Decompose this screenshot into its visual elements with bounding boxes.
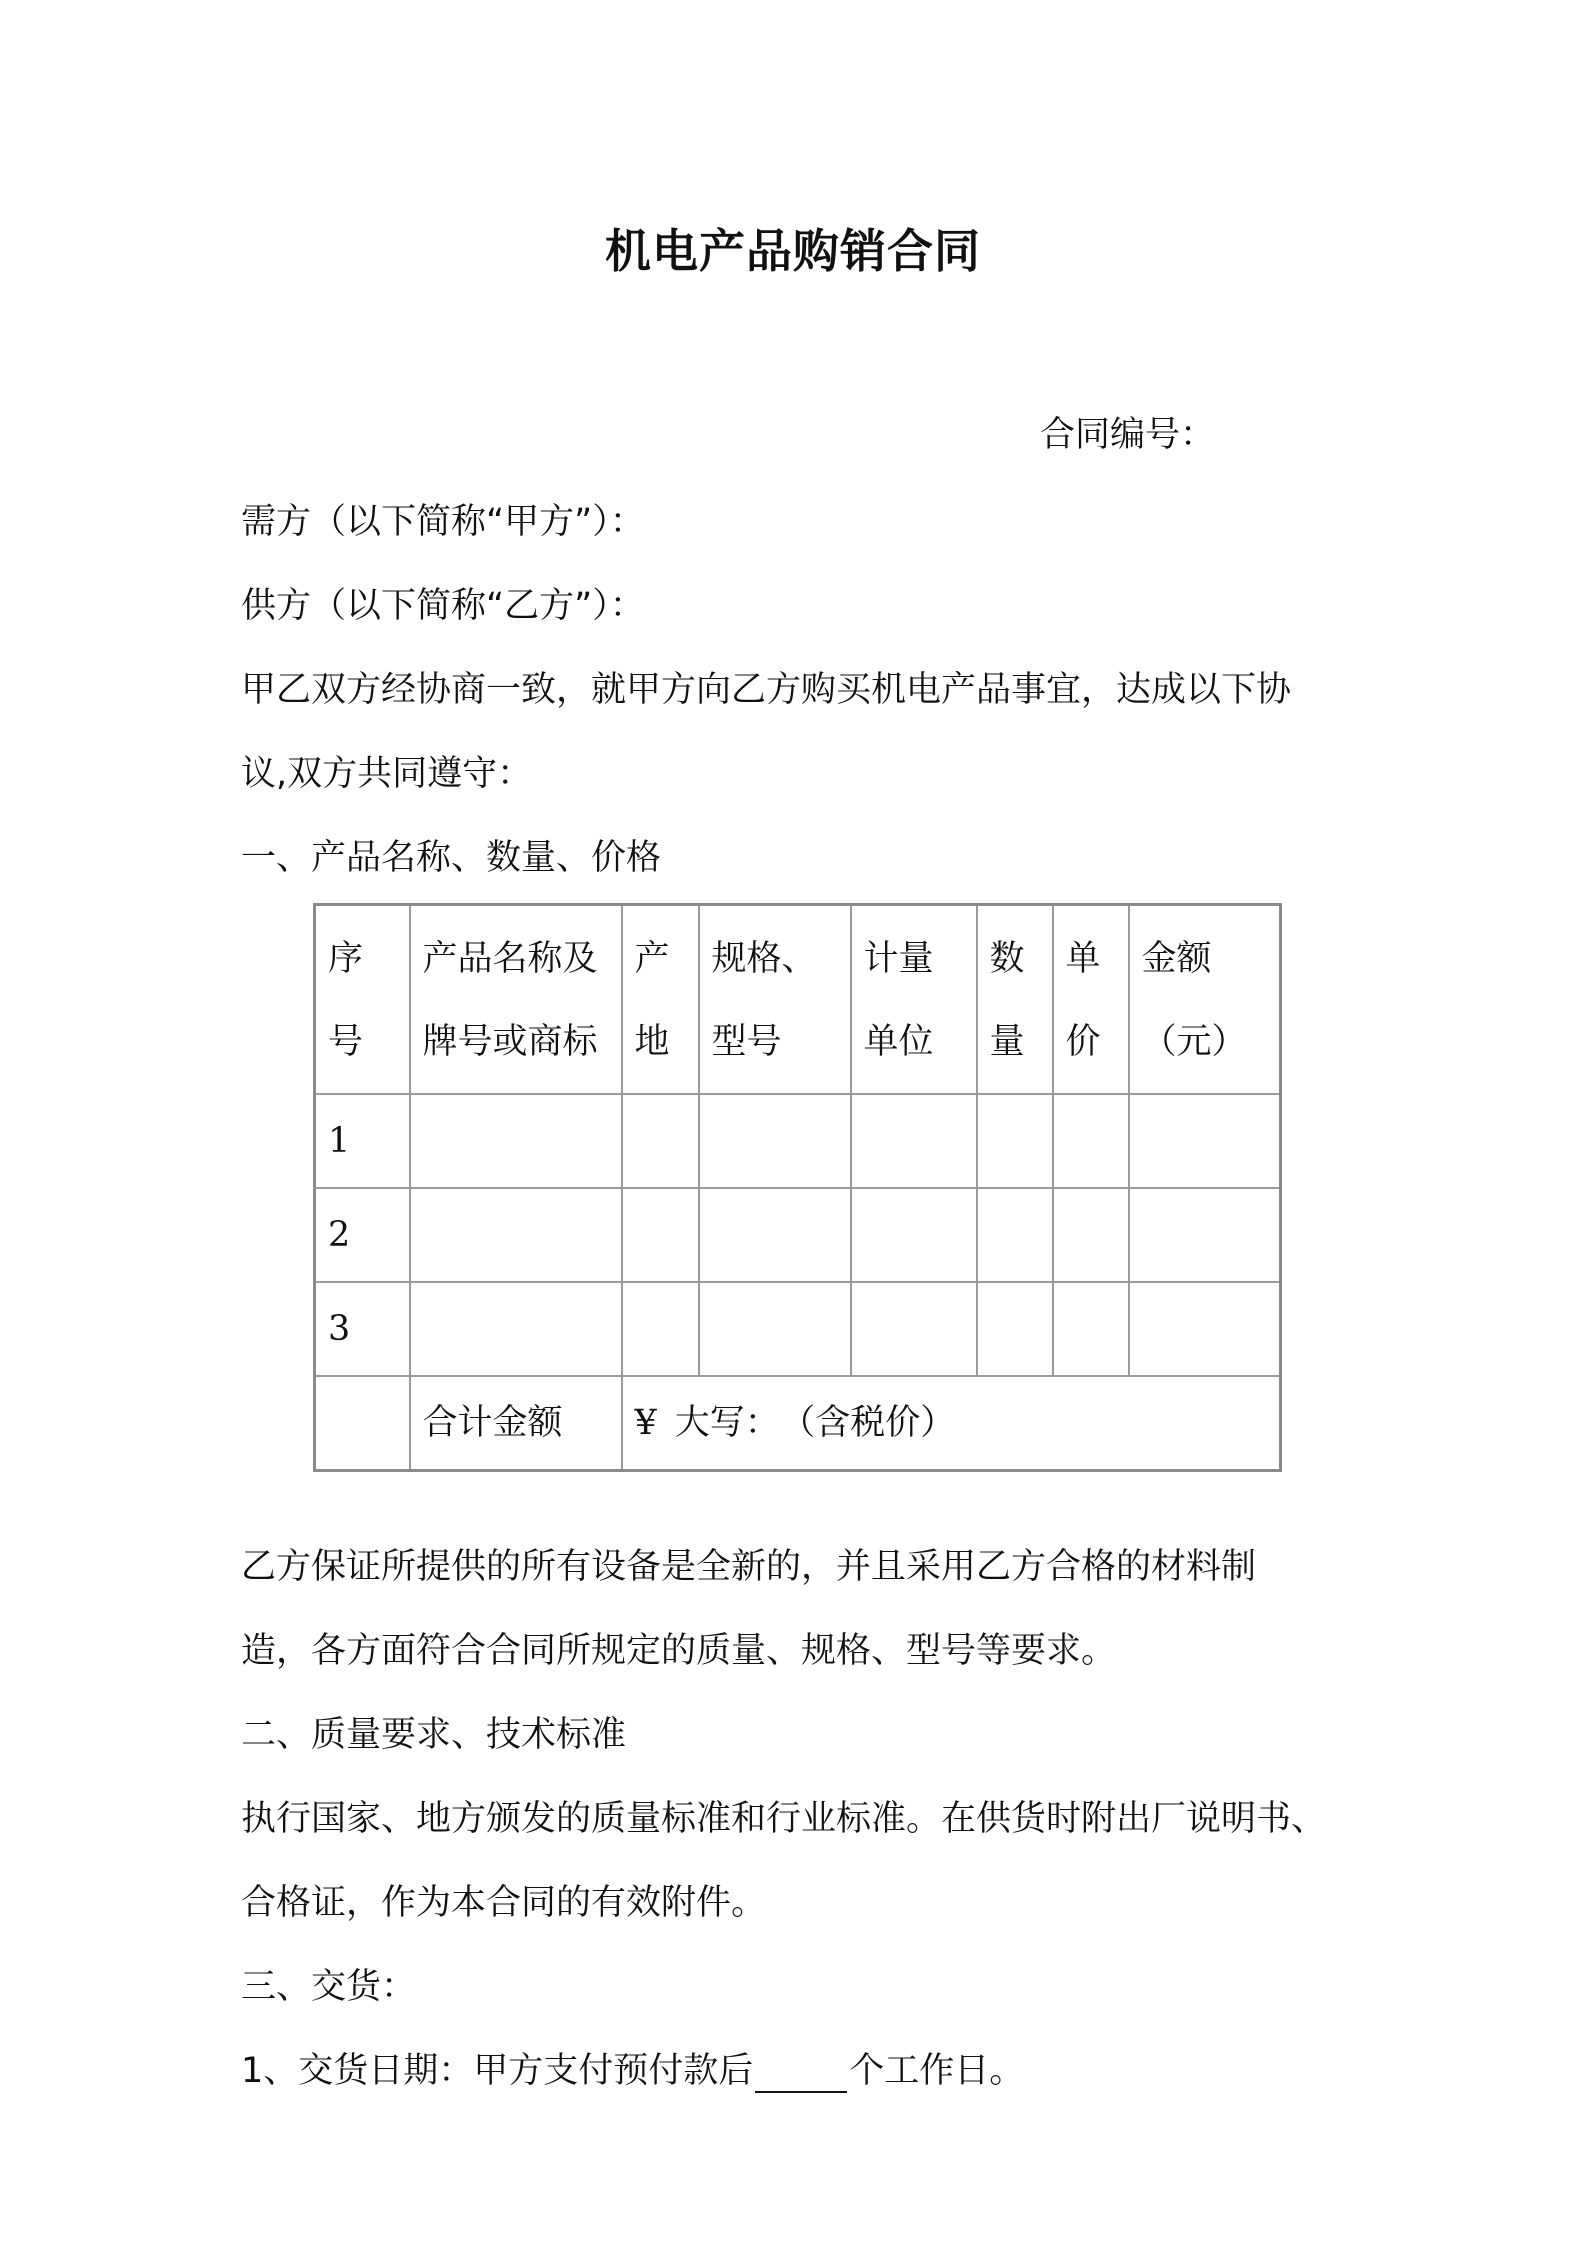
table-cell xyxy=(851,1188,977,1282)
delivery-date-prefix: 1、交货日期：甲方支付预付款后 xyxy=(241,2051,754,2091)
guarantee-paragraph-line-2: 造，各方面符合合同所规定的质量、规格、型号等要求。 xyxy=(241,1631,1117,1671)
buyer-line: 需方（以下简称“甲方”）： xyxy=(241,502,645,542)
total-amount-cell xyxy=(622,1376,1281,1471)
currency-symbol: ¥ xyxy=(634,1402,657,1443)
table-cell xyxy=(851,1282,977,1376)
header-cell-spec: 规格、 型号 xyxy=(699,905,851,1095)
table-cell xyxy=(1129,1282,1281,1376)
delivery-days-blank xyxy=(755,2055,847,2093)
table-cell xyxy=(699,1094,851,1188)
table-cell xyxy=(699,1188,851,1282)
intro-paragraph-line-2: 议,双方共同遵守： xyxy=(241,754,533,794)
table-row xyxy=(315,1094,1281,1188)
header-cell-quantity: 数 量 xyxy=(977,905,1053,1095)
row-index-cell: 1 xyxy=(315,1094,410,1188)
table-cell xyxy=(410,1282,622,1376)
table-cell xyxy=(315,1376,410,1471)
header-cell-amount: 金额 （元） xyxy=(1129,905,1281,1095)
table-cell xyxy=(851,1094,977,1188)
amount-in-words-label: 大写： xyxy=(674,1402,780,1443)
contract-number-label: 合同编号： xyxy=(1040,415,1216,455)
row-index-cell: 2 xyxy=(315,1188,410,1282)
intro-paragraph-line-1: 甲乙双方经协商一致，就甲方向乙方购买机电产品事宜，达成以下协 xyxy=(241,670,1292,710)
table-cell xyxy=(410,1188,622,1282)
table-cell xyxy=(977,1188,1053,1282)
table-cell xyxy=(977,1282,1053,1376)
total-label-cell: 合计金额 xyxy=(410,1376,622,1471)
delivery-date-line xyxy=(241,2049,1024,2093)
table-cell xyxy=(699,1282,851,1376)
table-total-row xyxy=(315,1376,1281,1471)
header-cell-unit-price: 单 价 xyxy=(1053,905,1129,1095)
header-cell-origin: 产 地 xyxy=(622,905,699,1095)
table-row xyxy=(315,1282,1281,1376)
row-index-cell: 3 xyxy=(315,1282,410,1376)
table-cell xyxy=(1053,1094,1129,1188)
header-cell-index: 序 号 xyxy=(315,905,410,1095)
seller-line: 供方（以下简称“乙方”）： xyxy=(241,586,645,626)
table-header-row xyxy=(315,905,1281,1095)
table-cell xyxy=(1129,1094,1281,1188)
section-1-heading: 一、产品名称、数量、价格 xyxy=(241,838,662,878)
table-cell xyxy=(1129,1188,1281,1282)
standard-paragraph-line-2: 合格证，作为本合同的有效附件。 xyxy=(241,1883,767,1923)
product-table xyxy=(313,903,1282,1472)
header-cell-unit: 计量 单位 xyxy=(851,905,977,1095)
table-cell xyxy=(622,1094,699,1188)
delivery-date-suffix: 个工作日。 xyxy=(849,2051,1025,2091)
tax-included-note: （含税价） xyxy=(797,1402,956,1443)
table-cell xyxy=(622,1188,699,1282)
table-cell xyxy=(622,1282,699,1376)
table-row xyxy=(315,1188,1281,1282)
document-title: 机电产品购销合同 xyxy=(605,224,981,278)
section-3-heading: 三、交货： xyxy=(241,1967,417,2007)
table-cell xyxy=(1053,1188,1129,1282)
table-cell xyxy=(410,1094,622,1188)
table-cell xyxy=(977,1094,1053,1188)
section-2-heading: 二、质量要求、技术标准 xyxy=(241,1715,627,1755)
table-cell xyxy=(1053,1282,1129,1376)
guarantee-paragraph-line-1: 乙方保证所提供的所有设备是全新的，并且采用乙方合格的材料制 xyxy=(241,1547,1257,1587)
header-cell-product-name: 产品名称及 牌号或商标 xyxy=(410,905,622,1095)
standard-paragraph-line-1: 执行国家、地方颁发的质量标准和行业标准。在供货时附出厂说明书、 xyxy=(241,1799,1327,1839)
